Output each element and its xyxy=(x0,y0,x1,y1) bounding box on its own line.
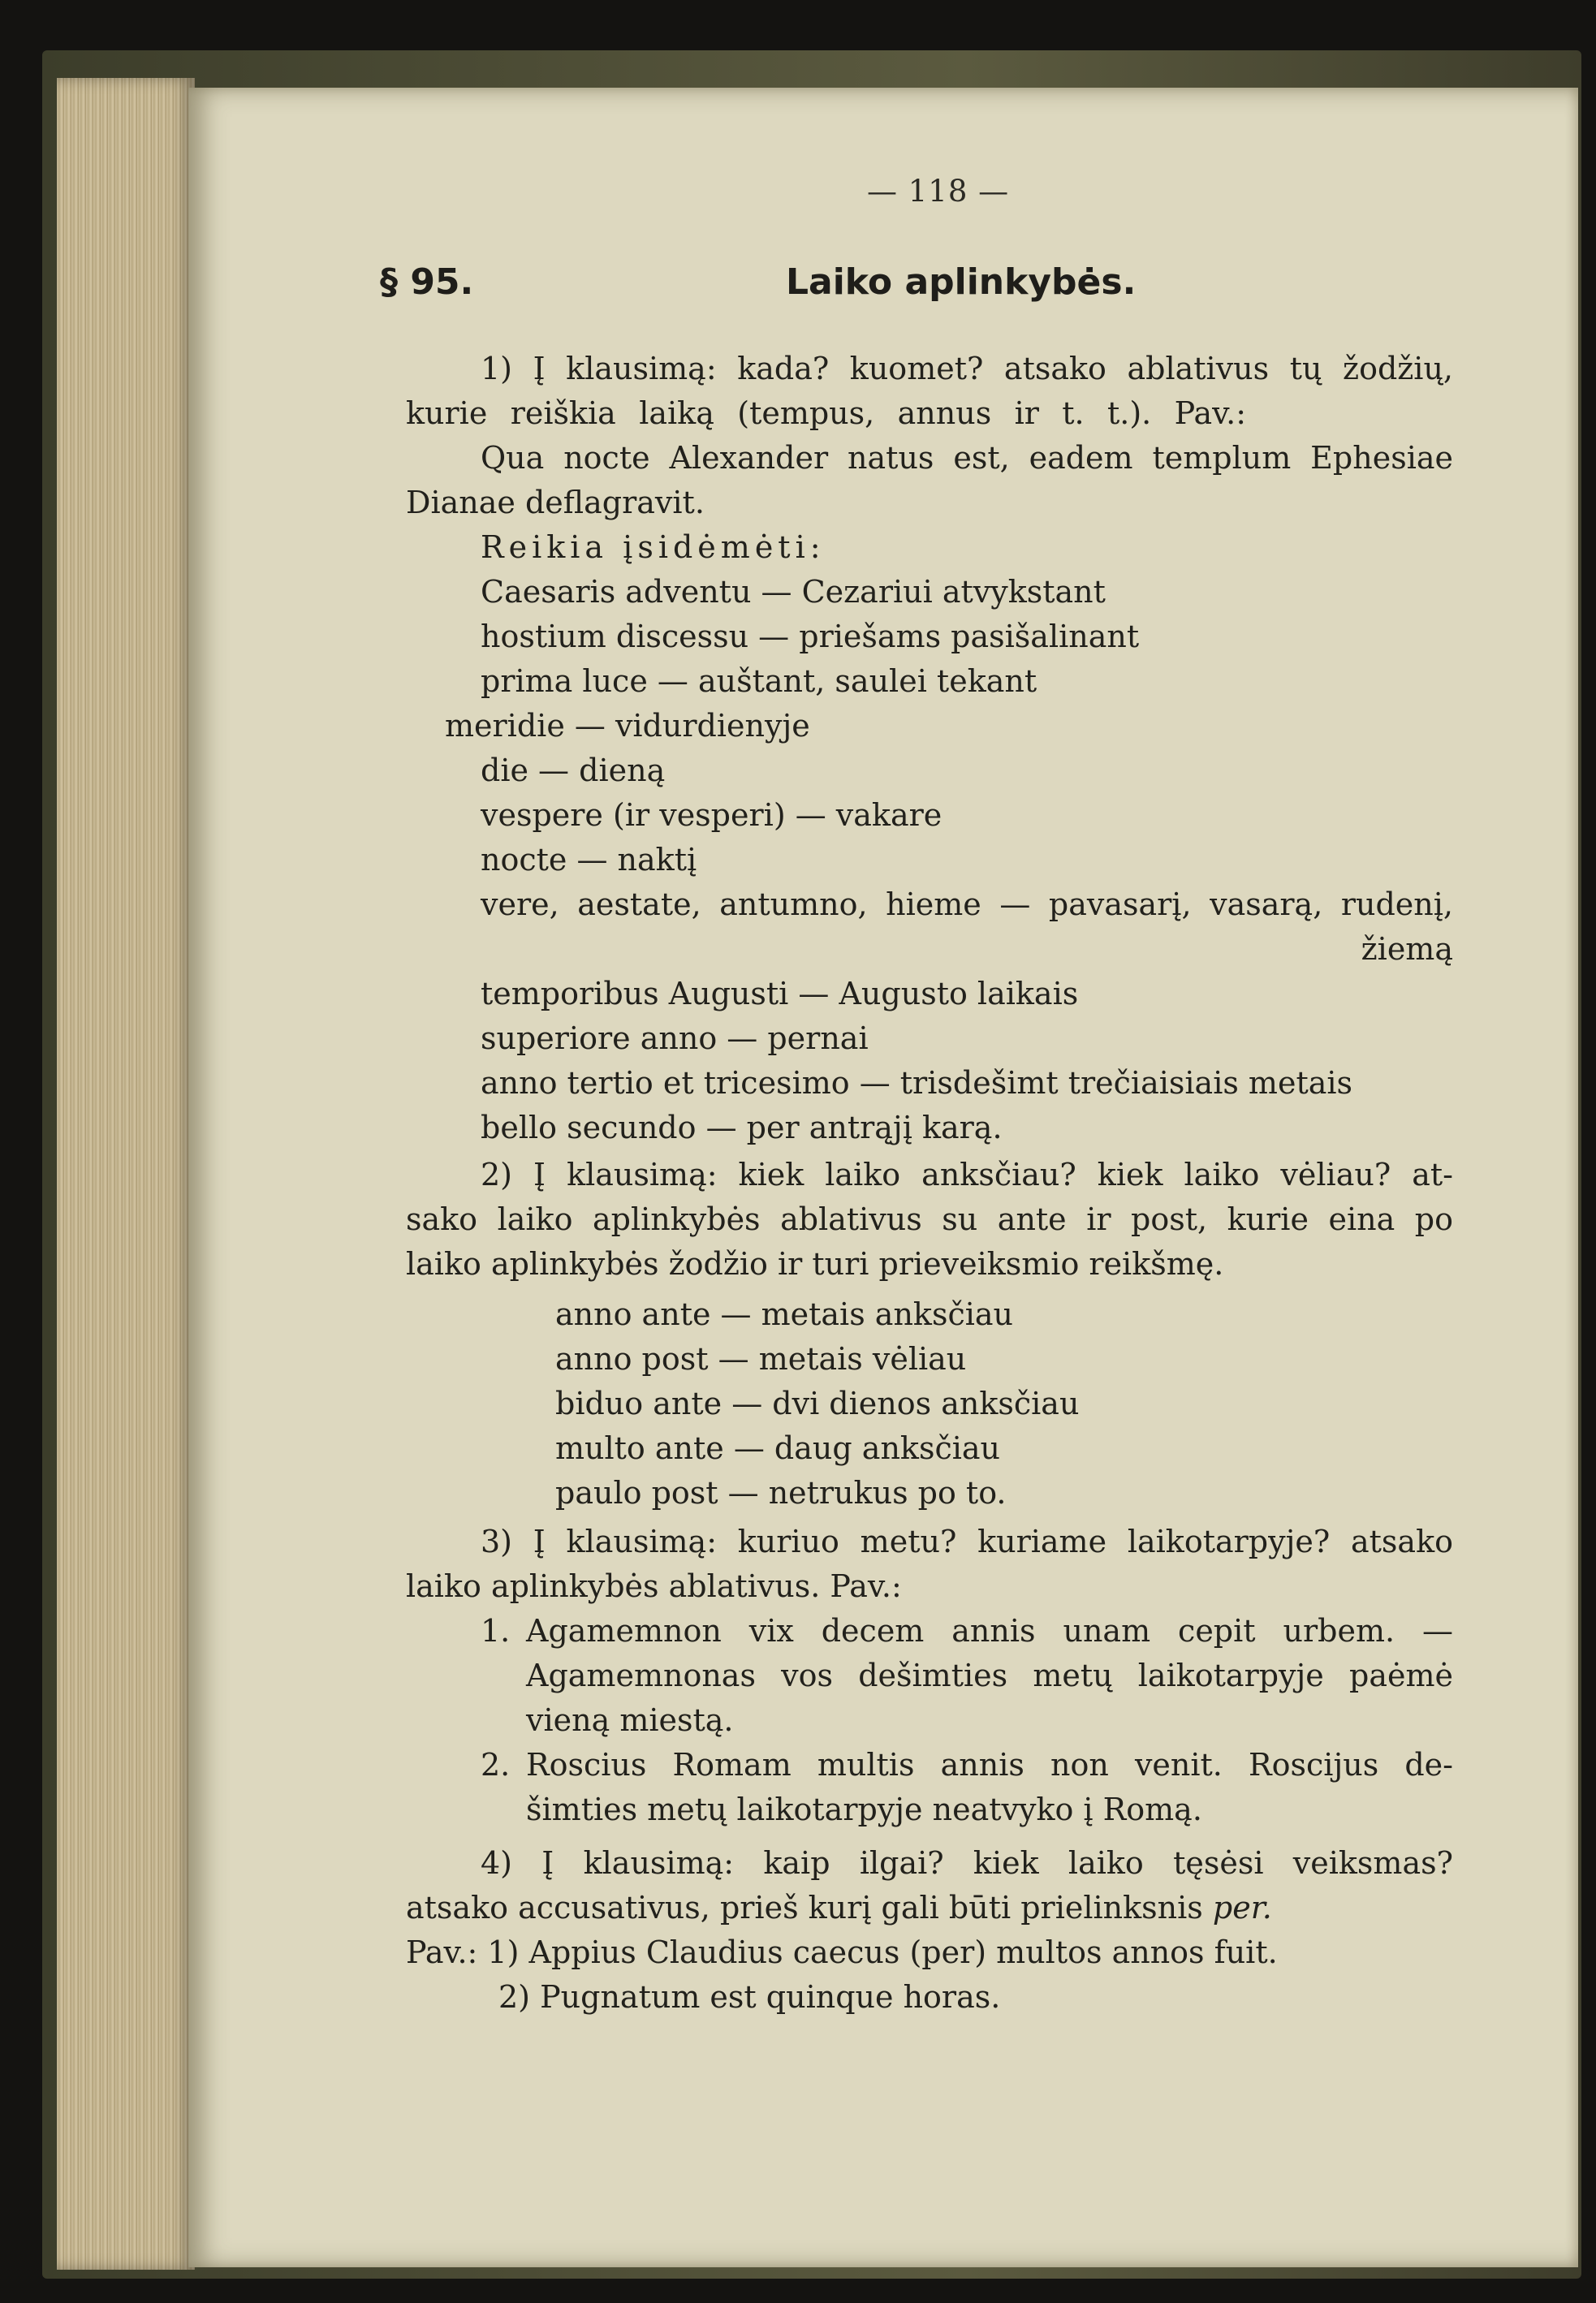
example-line: vieną miestą. xyxy=(526,1702,734,1738)
section-title: Laiko aplinkybės. xyxy=(786,261,1137,303)
para2-line2: sako laiko aplinkybės ablativus su ante ir post, kurie eina po xyxy=(406,1201,1453,1237)
phrase-line: vere, aestate, antumno, hieme — pavasarį, vasarą, rudenį, xyxy=(481,886,1453,922)
para4-line2-text: atsako accusativus, prieš kurį gali būti prielinksnis xyxy=(406,1890,1203,1926)
para2-line1: 2) Į klausimą: kiek laiko anksčiau? kiek laiko vėliau? at- xyxy=(481,1157,1453,1192)
phrase-line: hostium discessu — priešams pasišalinant xyxy=(481,619,1140,654)
phrase-line: bello secundo — per antrąjį karą. xyxy=(481,1110,1003,1145)
phrase-line: superiore anno — pernai xyxy=(481,1020,869,1056)
section-number: § 95. xyxy=(380,261,474,303)
para1-line1: 1) Į klausimą: kada? kuomet? atsako ablativus tų žodžių, xyxy=(481,351,1453,386)
page-number: — 118 — xyxy=(867,174,1010,209)
para2-line3: laiko aplinkybės žodžio ir turi prieveiksmio reikšmę. xyxy=(406,1246,1224,1282)
example-line: Agamemnonas vos dešimties metų laikotarpyje paėmė xyxy=(526,1658,1453,1693)
para4-line4: 2) Pugnatum est quinque horas. xyxy=(498,1979,1001,2015)
note-label: Reikia įsidėmėti: xyxy=(481,529,826,565)
phrase-line: biduo ante — dvi dienos anksčiau xyxy=(555,1386,1080,1421)
para1-example-line1: Qua nocte Alexander natus est, eadem templum Ephesiae xyxy=(481,440,1453,476)
phrase-line: die — dieną xyxy=(481,753,666,788)
example-line: Agamemnon vix decem annis unam cepit urbem. — xyxy=(526,1613,1453,1649)
phrase-line: prima luce — auštant, saulei tekant xyxy=(481,663,1037,699)
phrase-line: anno tertio et tricesimo — trisdešimt trečiaisiais metais xyxy=(481,1065,1353,1101)
phrase-line: Caesaris adventu — Cezariui atvykstant xyxy=(481,574,1106,610)
phrase-line: žiemą xyxy=(1361,931,1453,967)
para1-example-line2: Dianae deflagravit. xyxy=(406,485,705,520)
para3-line1: 3) Į klausimą: kuriuo metu? kuriame laikotarpyje? atsako xyxy=(481,1524,1453,1559)
phrase-line: anno ante — metais anksčiau xyxy=(555,1296,1014,1332)
example-line: Roscius Romam multis annis non venit. Roscijus de- xyxy=(526,1747,1453,1783)
para4-line2-italic: per. xyxy=(1212,1890,1272,1926)
para1-line2: kurie reiškia laiką (tempus, annus ir t. t.). Pav.: xyxy=(406,395,1246,431)
phrase-line: anno post — metais vėliau xyxy=(555,1341,967,1377)
phrase-line: vespere (ir vesperi) — vakare xyxy=(481,797,943,833)
para3-line2: laiko aplinkybės ablativus. Pav.: xyxy=(406,1568,902,1604)
phrase-line: temporibus Augusti — Augusto laikais xyxy=(481,976,1079,1011)
phrase-line: meridie — vidurdienyje xyxy=(445,708,810,744)
page-edges xyxy=(57,78,195,2270)
phrase-line: paulo post — netrukus po to. xyxy=(555,1475,1007,1511)
phrase-line: multo ante — daug anksčiau xyxy=(555,1430,1001,1466)
phrase-line: nocte — naktį xyxy=(481,842,697,878)
para4-line3: Pav.: 1) Appius Claudius caecus (per) multos annos fuit. xyxy=(406,1934,1278,1970)
para4-line1: 4) Į klausimą: kaip ilgai? kiek laiko tęsėsi veiksmas? xyxy=(481,1845,1453,1881)
para4-line2 xyxy=(406,1886,1272,1930)
example-number: 2. xyxy=(481,1747,511,1783)
example-line: šimties metų laikotarpyje neatvyko į Romą. xyxy=(526,1792,1202,1827)
example-number: 1. xyxy=(481,1613,511,1649)
